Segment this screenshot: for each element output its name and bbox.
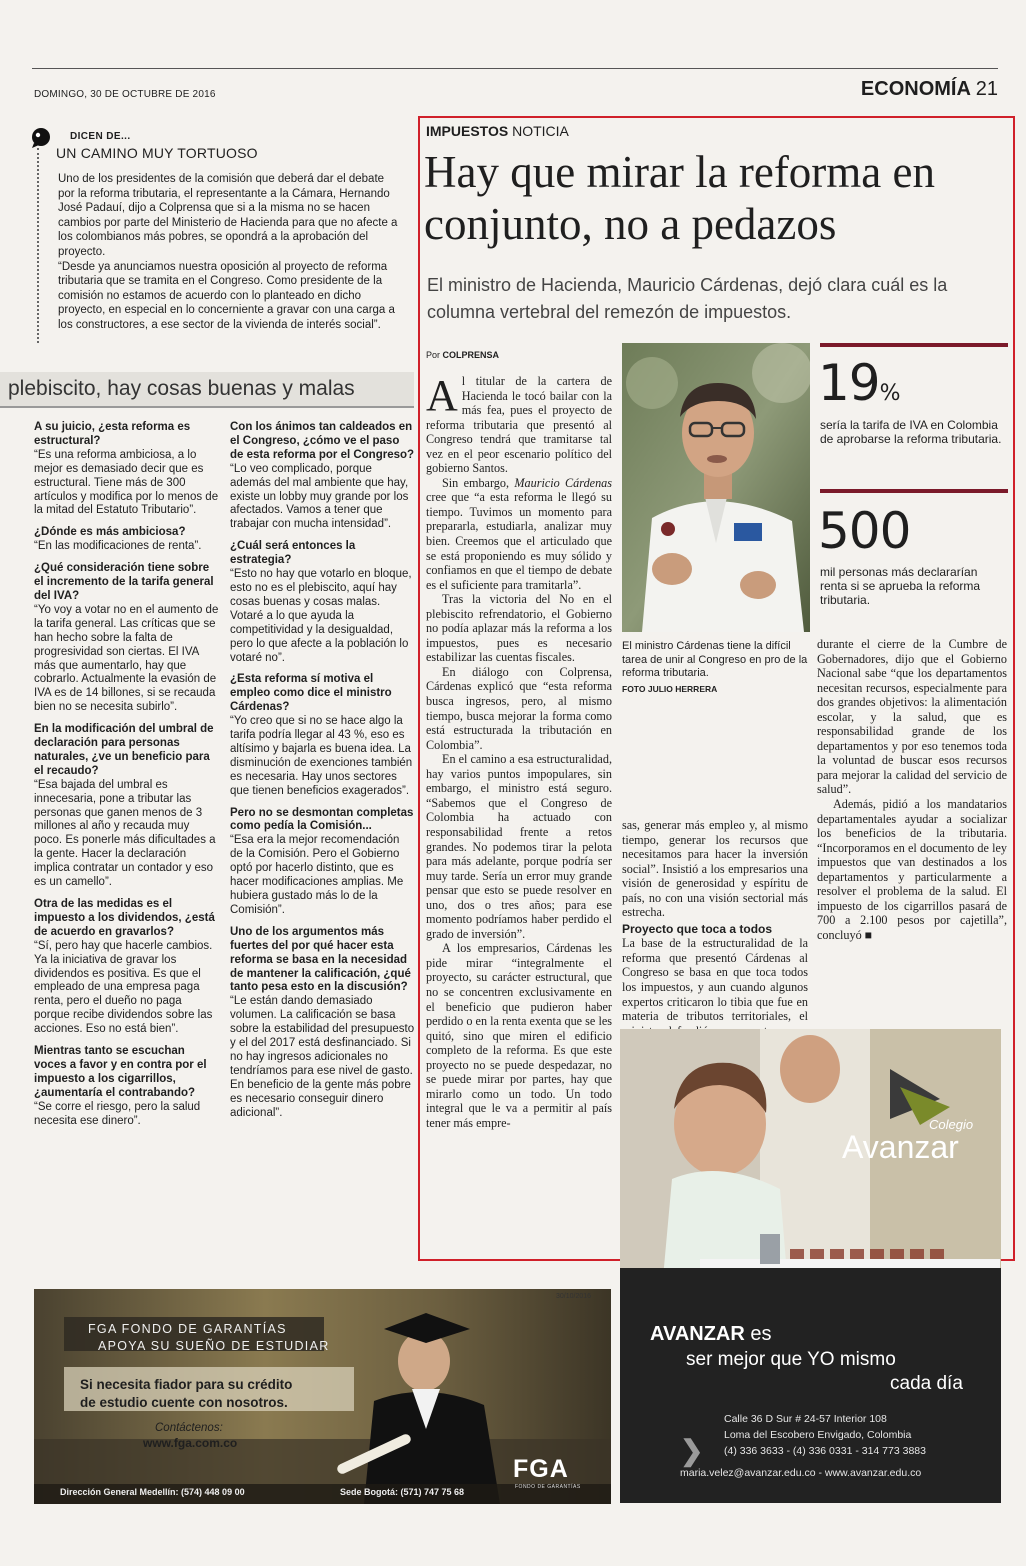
article-column-1 <box>426 371 612 1130</box>
qa-item <box>34 421 219 518</box>
fga-contact-label: Contáctenos: <box>155 1422 223 1434</box>
credit-name: JULIO HERRERA <box>647 684 718 694</box>
question: ¿Cuál será entonces la estrategia? <box>230 540 356 567</box>
article-paragraph: La base de la estructuralidad de la reforma que presentó Cárdenas al Congreso se basa en que toca todos los impuestos, y aun cuando algunos expertos criticaron lo tibia que fue en materia de tributos territoriales, el <box>622 936 808 1024</box>
answer: “Le están dando demasiado volumen. La calificación se basa sobre la estabilidad del presupuesto y el del 2017 está desfinanciado. Si no hay ingresos adicionales no tendríamos para ese nivel de gasto. En beneficio de la gente más pobre es necesario conseguir dinero adicional”. <box>230 995 415 1119</box>
answer: “Yo voy a votar no en el aumento de la tarifa general. Las críticas que se han hecho sobre la falta de progresividad son ciertas. El IVA más que aumentarlo, hay que cobrarlo. Actualmente la evasión de IVA es de 14 billones, si se recauda bien no se necesita subirlo”. <box>34 603 219 714</box>
question: En la modificación del umbral de declaración para personas naturales, ¿ve un beneficio para el recaudo? <box>34 723 214 777</box>
answer: “Esa bajada del umbral es innecesaria, pone a tributar las personas que ganen menos de 3 millones al año y recauda muy poco. Es ponerle más dificultades a la gente. Hacer la declaración implica contratar un contador y eso es un camello”. <box>34 778 216 889</box>
stat-value: 19 <box>818 354 880 412</box>
fga-message-2: de estudio cuente con nosotros. <box>80 1395 288 1410</box>
article-column-2 <box>622 818 808 1053</box>
article-paragraph <box>426 371 612 476</box>
avanzar-web: maria.velez@avanzar.edu.co - www.avanzar.edu.co <box>680 1467 922 1479</box>
qa-item <box>34 898 219 1037</box>
article-kicker <box>426 123 569 139</box>
qa-item <box>230 540 415 665</box>
qa-item <box>34 723 219 890</box>
qa-item <box>34 526 219 554</box>
stat-number <box>818 354 900 419</box>
fga-sede: Sede Bogotá: (571) 747 75 68 <box>340 1487 465 1497</box>
interview-column-2 <box>230 421 415 1129</box>
page-date: DOMINGO, 30 DE OCTUBRE DE 2016 <box>34 89 216 100</box>
dicen-kicker: DICEN DE... <box>70 131 131 142</box>
credit-prefix: FOTO <box>622 684 646 694</box>
byline-name: COLPRENSA <box>442 350 500 360</box>
slogan-text: es <box>750 1323 772 1345</box>
fga-direction: Dirección General Medellín: (574) 448 09 00 <box>60 1487 245 1497</box>
section-name: ECONOMÍA <box>860 78 971 100</box>
header-rule <box>32 68 998 69</box>
article-column-3 <box>817 637 1007 942</box>
interview-title: plebiscito, hay cosas buenas y malas <box>8 377 355 400</box>
qa-item <box>34 562 219 715</box>
qa-item <box>230 807 415 918</box>
article-paragraph: Tras la victoria del No en el plebiscito refrendatorio, el Gobierno no podía aplazar más la reforma a los impuestos, pues es necesario estabilizar las cuentas fiscales. <box>426 592 612 665</box>
answer: “Sí, pero hay que hacerle cambios. Ya la iniciativa de gravar los dividendos es positiva. Es que el empleado de una empresa paga renta, pero el dueño no paga porque recibe dividendos sobre las acciones. Eso no está bien”. <box>34 939 213 1036</box>
phone-line: (4) 336 3633 - (4) 336 0331 - 314 773 3883 <box>724 1445 926 1457</box>
article-headline: Hay que mirar la reforma en conjunto, no a pedazos <box>424 147 935 249</box>
photo-credit <box>622 684 717 694</box>
qa-item <box>230 421 415 532</box>
qa-item <box>34 1045 219 1128</box>
dicen-paragraph: Uno de los presidentes de la comisión que deberá dar el debate por la reforma tributaria, el representante a la Cámara, Hernando José Padauí, dijo a Colprensa que si a la misma no se hacen cambios por parte del Ministerio de Hacienda para que no afecte a los colombianos más pobres, se opondrá a la aprobación del proyecto. <box>58 173 398 258</box>
interview-column-1 <box>34 421 219 1137</box>
minister-name: Mauricio Cárdenas <box>514 475 612 490</box>
question: ¿Esta reforma sí motiva el empleo como dice el ministro Cárdenas? <box>230 673 392 714</box>
chevron-right-icon: ❯ <box>680 1435 704 1466</box>
address-line: Loma del Escobero Envigado, Colombia <box>724 1429 912 1441</box>
stat-value: 500 <box>818 502 911 560</box>
fga-logo: FGA <box>513 1455 569 1483</box>
avanzar-address <box>724 1411 926 1459</box>
speech-bubble-icon <box>30 127 52 149</box>
question: Con los ánimos tan caldeados en el Congreso, ¿cómo ve el paso de esta reforma por el Congreso? <box>230 421 415 461</box>
avanzar-brand: AVANZAR <box>650 1323 745 1345</box>
question: Pero no se desmontan completas como pedía la Comisión... <box>230 806 414 833</box>
qa-item <box>230 673 415 798</box>
section-title <box>861 78 998 101</box>
dicen-body <box>58 172 403 333</box>
stat-number <box>818 502 911 560</box>
stat-unit: % <box>879 381 900 406</box>
fga-title: FGA FONDO DE GARANTÍAS <box>88 1322 287 1336</box>
minister-photo <box>622 343 810 632</box>
address-line: Calle 36 D Sur # 24-57 Interior 108 <box>724 1413 887 1425</box>
answer: “En las modificaciones de renta”. <box>34 540 202 553</box>
avanzar-logo: Avanzar <box>842 1129 959 1165</box>
avanzar-slogan-3: cada día <box>890 1373 963 1394</box>
question: ¿Qué consideración tiene sobre el incremento de la tarifa general del IVA? <box>34 562 214 602</box>
paragraph-text: Sin embargo, <box>442 475 510 490</box>
article-byline <box>426 350 499 360</box>
question: A su juicio, ¿esta reforma es estructural? <box>34 421 191 447</box>
fga-logo-subtitle: FONDO DE GARANTÍAS <box>515 1484 581 1490</box>
article-deck: El ministro de Hacienda, Mauricio Cárdenas, dejó clara cuál es la columna vertebral del remezón de impuestos. <box>427 275 948 322</box>
fga-subtitle: APOYA SU SUEÑO DE ESTUDIAR <box>98 1339 330 1353</box>
answer: “Se corre el riesgo, pero la salud necesita ese dinero”. <box>34 1100 201 1127</box>
byline-prefix: Por <box>426 350 441 360</box>
fga-url: www.fga.com.co <box>143 1436 238 1450</box>
article-paragraph <box>426 476 612 592</box>
article-paragraph: En diálogo con Colprensa, Cárdenas explicó que “esta reforma busca ingresos, pero, al mismo tiempo, busca mejorar la forma como está estructurada la tributación en Colombia”. <box>426 664 612 752</box>
photo-caption: El ministro Cárdenas tiene la difícil tarea de unir al Congreso en pro de la reforma tributaria. <box>622 640 808 679</box>
stat-text: sería la tarifa de IVA en Colombia de aprobarse la reforma tributaria. <box>820 418 1002 446</box>
stat-rule <box>820 343 1008 347</box>
stat-rule <box>820 489 1008 493</box>
answer: “Es una reforma ambiciosa, a lo mejor es demasiado decir que es estructural. Tiene más de 300 artículos y modifica por lo menos de la mitad del Estatuto Tributario”. <box>34 448 219 517</box>
dicen-paragraph: “Desde ya anunciamos nuestra oposición al proyecto de reforma tributaria que se tramita en el Congreso. Como presidente de la comisión no estamos de acuerdo con lo planteado en dicho proyecto, en especial en lo concerniente a gravar con una carga a los constructores, a ese sector de la vivienda de interés social”. <box>58 260 395 331</box>
dicen-dotted-rule <box>37 148 39 343</box>
answer: “Yo creo que si no se hace algo la tarifa podría llegar al 43 %, eso es altísimo y bajarla es buena idea. La disminución de exenciones también es necesaria. Hay unos sectores que tienen beneficios exagerados”. <box>230 715 413 797</box>
article-paragraph: sas, generar más empleo y, al mismo tiempo, generar los recursos que necesitamos para hacer la inversión social”. Insistió a los empresarios una visión de generosidad y espíritu de país, no con una visión sectorial más estrecha. <box>622 818 808 920</box>
stat-text: mil personas más declararían renta si se aprueba la reforma tributaria. <box>820 565 981 607</box>
kicker-topic: IMPUESTOS <box>426 123 509 139</box>
answer: “Esa era la mejor recomendación de la Comisión. Pero el Gobierno optó por hacerlo distinto, que es hacer modificaciones amplias. Me hubiera gustado más lo de la Comisión”. <box>230 834 404 916</box>
article-paragraph: En el camino a esa estructuralidad, hay varios puntos impopulares, sin embargo, el ministro está seguro. “Sabemos que el Congreso de Colombia ha actuado con responsabilidad frente a retos grandes. No podemos tirar la pelota para más adelante, porque podría ser muy tarde. Sería un error muy grande pensar que esto se puede resolver en uno, dos o tres años; para ese momento podríamos haber perdido el grado de inversión”. <box>426 752 612 941</box>
avanzar-logo-small: Colegio <box>929 1117 974 1132</box>
fga-message-1: Si necesita fiador para su crédito <box>80 1377 293 1392</box>
article-paragraph <box>817 797 1007 942</box>
question: Mientras tanto se escuchan voces a favor y en contra por el impuesto a los cigarrillos, ¿aumentaría el contrabando? <box>34 1045 207 1099</box>
question: ¿Dónde es más ambiciosa? <box>34 526 186 539</box>
qa-item <box>230 926 415 1121</box>
article-subheading: Proyecto que toca a todos <box>622 921 773 936</box>
paragraph-text: cree que “a esta reforma le llegó su tiempo. Tuvimos un momento para prepararla, estudiarla, analizar muy bien. Creemos que el articulado que se está proponiendo es muy sólido y confiamos en que el tiempo de debate es el suficiente para tramitarla”. <box>426 490 612 592</box>
article-paragraph: A los empresarios, Cárdenas les pide mirar “integralmente el proyecto, su carácter estructural, que no se concentren exclusivamente en el beneficio que pudieron haber perdido o en la renta exenta que se les quitó, sino que miren el edificio completo de la reforma. Es que este proyecto no se puede despedazar, no se puede mirar por partes, hay que mirarlo como un todo. Un todo integral que le va a permitir al país tener más empre- <box>426 941 612 1130</box>
end-mark: ■ <box>864 927 873 942</box>
avanzar-slogan-1 <box>650 1323 772 1346</box>
question: Uno de los argumentos más fuertes del por qué hacer esta reforma se basa en la necesidad de mantener la calificación, ¿qué tanto pesa esto en la discusión? <box>230 925 411 994</box>
question: Otra de las medidas es el impuesto a los dividendos, ¿está de acuerdo en gravarlos? <box>34 898 215 938</box>
drop-cap: A <box>426 371 458 420</box>
kicker-type: NOTICIA <box>512 123 569 139</box>
dicen-title: UN CAMINO MUY TORTUOSO <box>56 145 258 161</box>
fga-ad-date: 30/10/2016 <box>556 1293 592 1300</box>
article-paragraph: durante el cierre de la Cumbre de Gobernadores, dijo que el Gobierno Nacional sabe “que los departamentos necesitan recursos, especialmente para dos grandes objetivos: la alimentación escolar, y la salud, que es responsabilidad grande de los departamentos y por eso tenemos toda la voluntad de buscar esos recursos para mejorar la calidad del servicio de salud”. <box>817 637 1007 797</box>
page-number: 21 <box>975 78 998 100</box>
paragraph-text: Además, pidió a los mandatarios departamentales ayudar a socializar los beneficios de la tributaria. “Incorporamos en el documento de ley impuestos que van destinados a los departamentos y particularmente a resolver el problema de la salud. El impuesto de los cigarrillos pasará de 700 a 2.100 pesos por cajetilla”, concluyó <box>817 797 1007 942</box>
answer: “Esto no hay que votarlo en bloque, esto no es el plebiscito, aquí hay cosas buenas y cosas malas. Votaré a lo que ayuda la competitividad y la desigualdad, pero lo que afecte a la población lo votaré no”. <box>230 568 412 664</box>
answer: “Lo veo complicado, porque además del mal ambiente que hay, existe un lobby muy grande por los afectados. Vamos a tener que trabajar con mucha intensidad”. <box>230 462 409 531</box>
paragraph-text: l titular de la cartera de Hacienda le tocó bailar con la más fea, pues el proyecto de reforma tributaria que presentó al Congreso tendrá que tramitarse tal vez en el peor escenario político del gobierno Santos. <box>426 374 612 476</box>
avanzar-slogan-2: ser mejor que YO mismo <box>686 1349 896 1370</box>
